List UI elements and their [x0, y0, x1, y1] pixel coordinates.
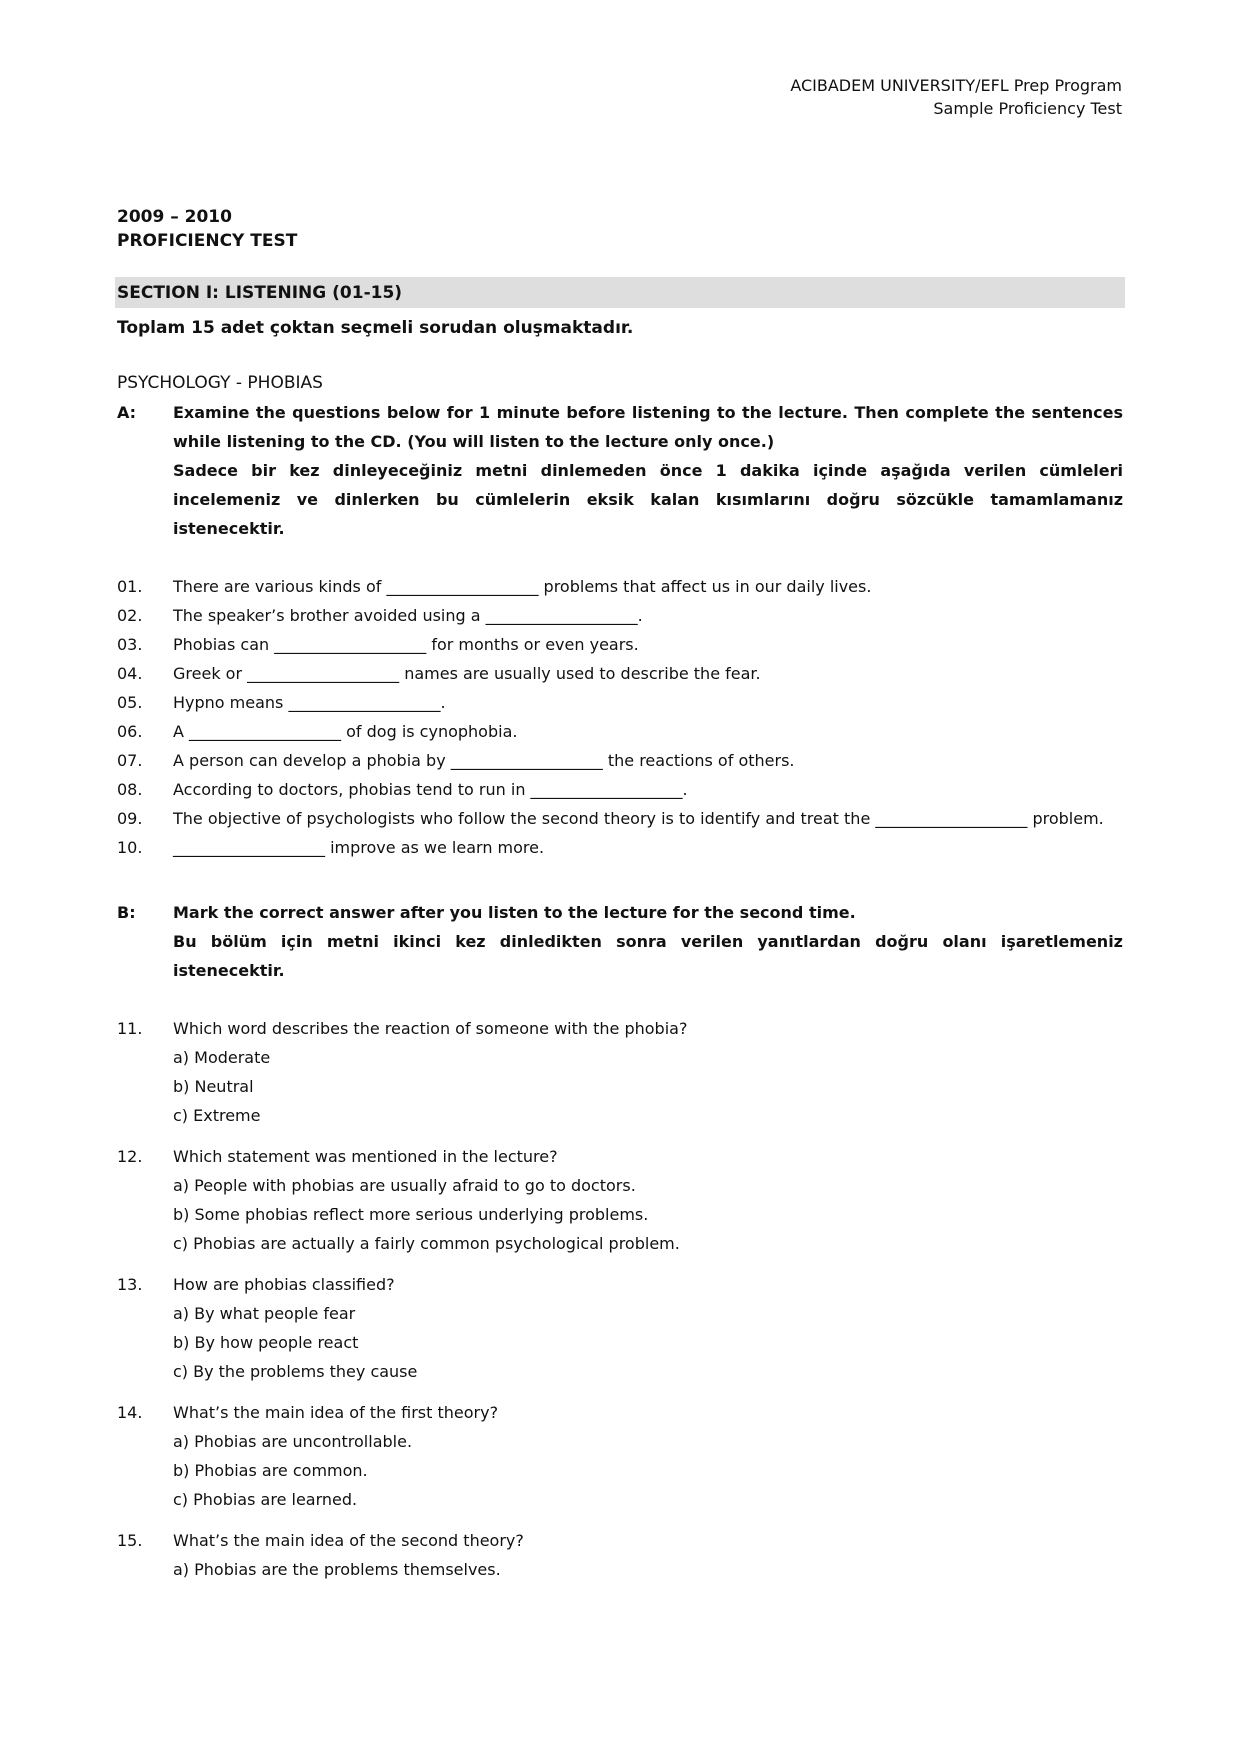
question-number: 06. — [117, 722, 143, 741]
question-number: 07. — [117, 751, 143, 770]
test-title — [117, 205, 297, 253]
fill-question — [117, 601, 1123, 630]
fill-question — [117, 775, 1123, 804]
answer-option[interactable]: a) Phobias are uncontrollable. — [173, 1432, 413, 1451]
question-text: Hypno means ___________________. — [173, 693, 446, 712]
part-b-label: B: — [117, 903, 136, 922]
answer-option[interactable]: b) Neutral — [173, 1077, 254, 1096]
question-number: 05. — [117, 693, 143, 712]
answer-option[interactable]: a) Phobias are the problems themselves. — [173, 1560, 501, 1579]
question-number: 12. — [117, 1147, 143, 1166]
question-number: 15. — [117, 1531, 143, 1550]
part-a-turkish: Sadece bir kez dinleyeceğiniz metni dinlemeden önce 1 dakika içinde aşağıda verilen cümleleri incelemeniz ve dinlerken bu cümlelerin eksik kalan kısımlarını doğru sözcükle tamamlamanız istenecektir. — [173, 461, 1123, 538]
question-text: ___________________ improve as we learn more. — [173, 838, 545, 857]
question-number: 11. — [117, 1019, 143, 1038]
mc-question — [117, 1014, 1123, 1130]
header-institution: ACIBADEM UNIVERSITY/EFL Prep Program — [790, 76, 1122, 95]
part-b-turkish: Bu bölüm için metni ikinci kez dinledikten sonra verilen yanıtlardan doğru olanı işaretlemeniz istenecektir. — [173, 932, 1123, 980]
part-b-instructions — [117, 898, 1123, 985]
part-a-english: Examine the questions below for 1 minute before listening to the lecture. Then complete the sentences while listening to the CD. (You will listen to the lecture only once.) — [173, 403, 1123, 451]
question-number: 10. — [117, 838, 143, 857]
question-number: 04. — [117, 664, 143, 683]
fill-question — [117, 659, 1123, 688]
answer-option[interactable]: a) By what people fear — [173, 1304, 356, 1323]
question-number: 08. — [117, 780, 143, 799]
question-text: There are various kinds of ___________________ problems that affect us in our daily lives. — [173, 577, 872, 596]
question-text: The speaker’s brother avoided using a ___________________. — [173, 606, 643, 625]
answer-option[interactable]: b) Some phobias reflect more serious underlying problems. — [173, 1205, 649, 1224]
fill-question — [117, 804, 1123, 833]
mc-question — [117, 1398, 1123, 1514]
answer-option[interactable]: a) People with phobias are usually afraid to go to doctors. — [173, 1176, 636, 1195]
answer-option[interactable]: b) By how people react — [173, 1333, 359, 1352]
question-text: Phobias can ___________________ for months or even years. — [173, 635, 639, 654]
question-number: 13. — [117, 1275, 143, 1294]
answer-option[interactable]: c) Phobias are learned. — [173, 1490, 358, 1509]
mc-question — [117, 1270, 1123, 1386]
fill-question — [117, 688, 1123, 717]
question-text: Which statement was mentioned in the lecture? — [173, 1147, 558, 1166]
answer-option[interactable]: c) By the problems they cause — [173, 1362, 418, 1381]
answer-option[interactable]: c) Extreme — [173, 1106, 261, 1125]
part-b-english: Mark the correct answer after you listen to the lecture for the second time. — [173, 903, 856, 922]
answer-option[interactable]: a) Moderate — [173, 1048, 271, 1067]
section-note: Toplam 15 adet çoktan seçmeli sorudan oluşmaktadır. — [117, 318, 634, 338]
page-body — [117, 314, 1123, 1584]
question-number: 02. — [117, 606, 143, 625]
header-subtitle: Sample Proficiency Test — [933, 99, 1122, 118]
question-number: 03. — [117, 635, 143, 654]
question-text: Greek or ___________________ names are usually used to describe the fear. — [173, 664, 761, 683]
section-heading-band — [115, 277, 1125, 308]
fill-question — [117, 572, 1123, 601]
part-a-instructions — [117, 398, 1123, 543]
question-text: According to doctors, phobias tend to run in ___________________. — [173, 780, 688, 799]
mc-question — [117, 1526, 1123, 1584]
section-heading: SECTION I: LISTENING (01-15) — [117, 283, 403, 303]
question-number: 09. — [117, 809, 143, 828]
fill-in-questions — [117, 572, 1123, 862]
part-a-label: A: — [117, 403, 137, 422]
test-year: 2009 – 2010 — [117, 207, 232, 227]
mc-question — [117, 1142, 1123, 1258]
question-text: What’s the main idea of the second theory? — [173, 1531, 524, 1550]
question-number: 14. — [117, 1403, 143, 1422]
question-text: How are phobias classified? — [173, 1275, 395, 1294]
question-text: What’s the main idea of the first theory? — [173, 1403, 499, 1422]
question-text: The objective of psychologists who follow the second theory is to identify and treat the ___________________ problem. — [173, 809, 1104, 828]
answer-option[interactable]: b) Phobias are common. — [173, 1461, 368, 1480]
test-name: PROFICIENCY TEST — [117, 231, 298, 251]
multiple-choice-questions — [117, 1014, 1123, 1584]
fill-question — [117, 746, 1123, 775]
question-text: A person can develop a phobia by ___________________ the reactions of others. — [173, 751, 795, 770]
fill-question — [117, 833, 1123, 862]
topic-heading: PSYCHOLOGY - PHOBIAS — [117, 373, 323, 393]
question-number: 01. — [117, 577, 143, 596]
question-text: A ___________________ of dog is cynophobia. — [173, 722, 518, 741]
page-header — [790, 74, 1122, 120]
question-text: Which word describes the reaction of someone with the phobia? — [173, 1019, 688, 1038]
answer-option[interactable]: c) Phobias are actually a fairly common psychological problem. — [173, 1234, 680, 1253]
fill-question — [117, 630, 1123, 659]
fill-question — [117, 717, 1123, 746]
